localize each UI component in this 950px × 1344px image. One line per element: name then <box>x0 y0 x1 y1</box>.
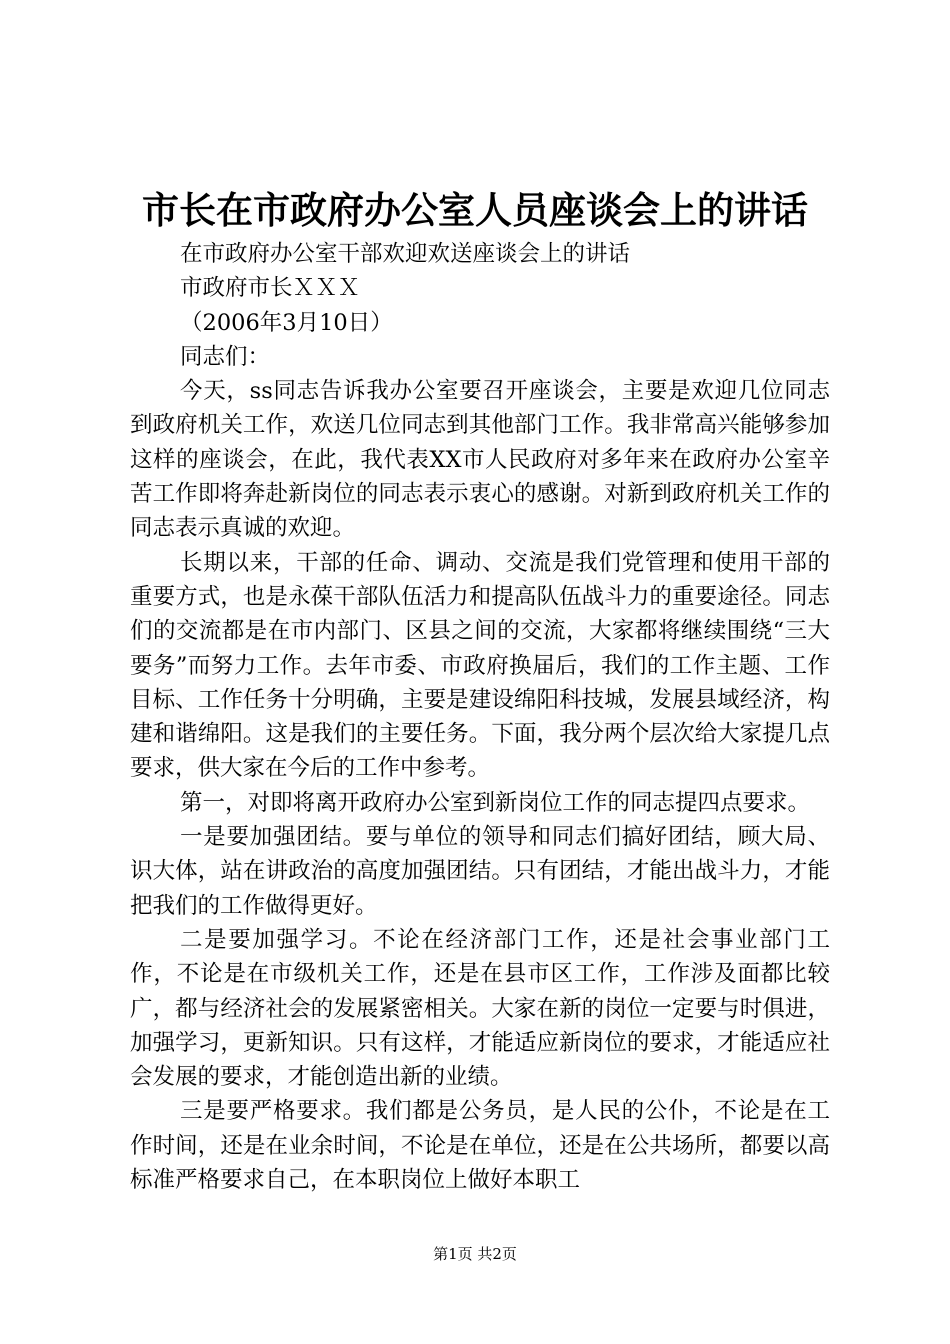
paragraph: 一是要加强团结。要与单位的领导和同志们搞好团结，顾大局、识大体，站在讲政治的高度加强团结。只有团结，才能出战斗力，才能把我们的工作做得更好。 <box>130 824 830 919</box>
date-line: （2006年3月10日） <box>180 309 393 336</box>
salutation-line: 同志们： <box>180 343 271 370</box>
document-title: 市长在市政府办公室人员座谈会上的讲话 <box>142 188 808 232</box>
paragraph: 第一，对即将离开政府办公室到新岗位工作的同志提四点要求。 <box>180 789 811 816</box>
paragraph: 今天，ss同志告诉我办公室要召开座谈会，主要是欢迎几位同志到政府机关工作，欢送几位同志到其他部门工作。我非常高兴能够参加这样的座谈会，在此，我代表XX市人民政府对多年来在政府办公室辛苦工作即将奔赴新岗位的同志表示衷心的感谢。对新到政府机关工作的同志表示真诚的欢迎。 <box>130 378 830 542</box>
paragraph: 长期以来，干部的任命、调动、交流是我们党管理和使用干部的重要方式，也是永葆干部队伍活力和提高队伍战斗力的重要途径。同志们的交流都是在市内部门、区县之间的交流，大家都将继续围绕“三大要务”而努力工作。去年市委、市政府换届后，我们的工作主题、工作目标、工作任务十分明确，主要是建设绵阳科技城，发展县域经济，构建和谐绵阳。这是我们的主要任务。下面，我分两个层次给大家提几点要求，供大家在今后的工作中参考。 <box>130 549 830 782</box>
page-footer: 第1页 共2页 <box>433 1245 517 1263</box>
paragraph: 三是要严格要求。我们都是公务员，是人民的公仆，不论是在工作时间，还是在业余时间，不论是在单位，还是在公共场所，都要以高标准严格要求自己，在本职岗位上做好本职工 <box>130 1098 830 1194</box>
paragraph: 二是要加强学习。不论在经济部门工作，还是社会事业部门工作，不论是在市级机关工作，还是在县市区工作，工作涉及面都比较广，都与经济社会的发展紧密相关。大家在新的岗位一定要与时俱进，加强学习，更新知识。只有这样，才能适应新岗位的要求，才能适应社会发展的要求，才能创造出新的业绩。 <box>130 926 830 1091</box>
document-body <box>130 237 830 1197</box>
subtitle-line: 在市政府办公室干部欢迎欢送座谈会上的讲话 <box>180 241 631 267</box>
speaker-line: 市政府市长ＸＸＸ <box>180 275 361 302</box>
